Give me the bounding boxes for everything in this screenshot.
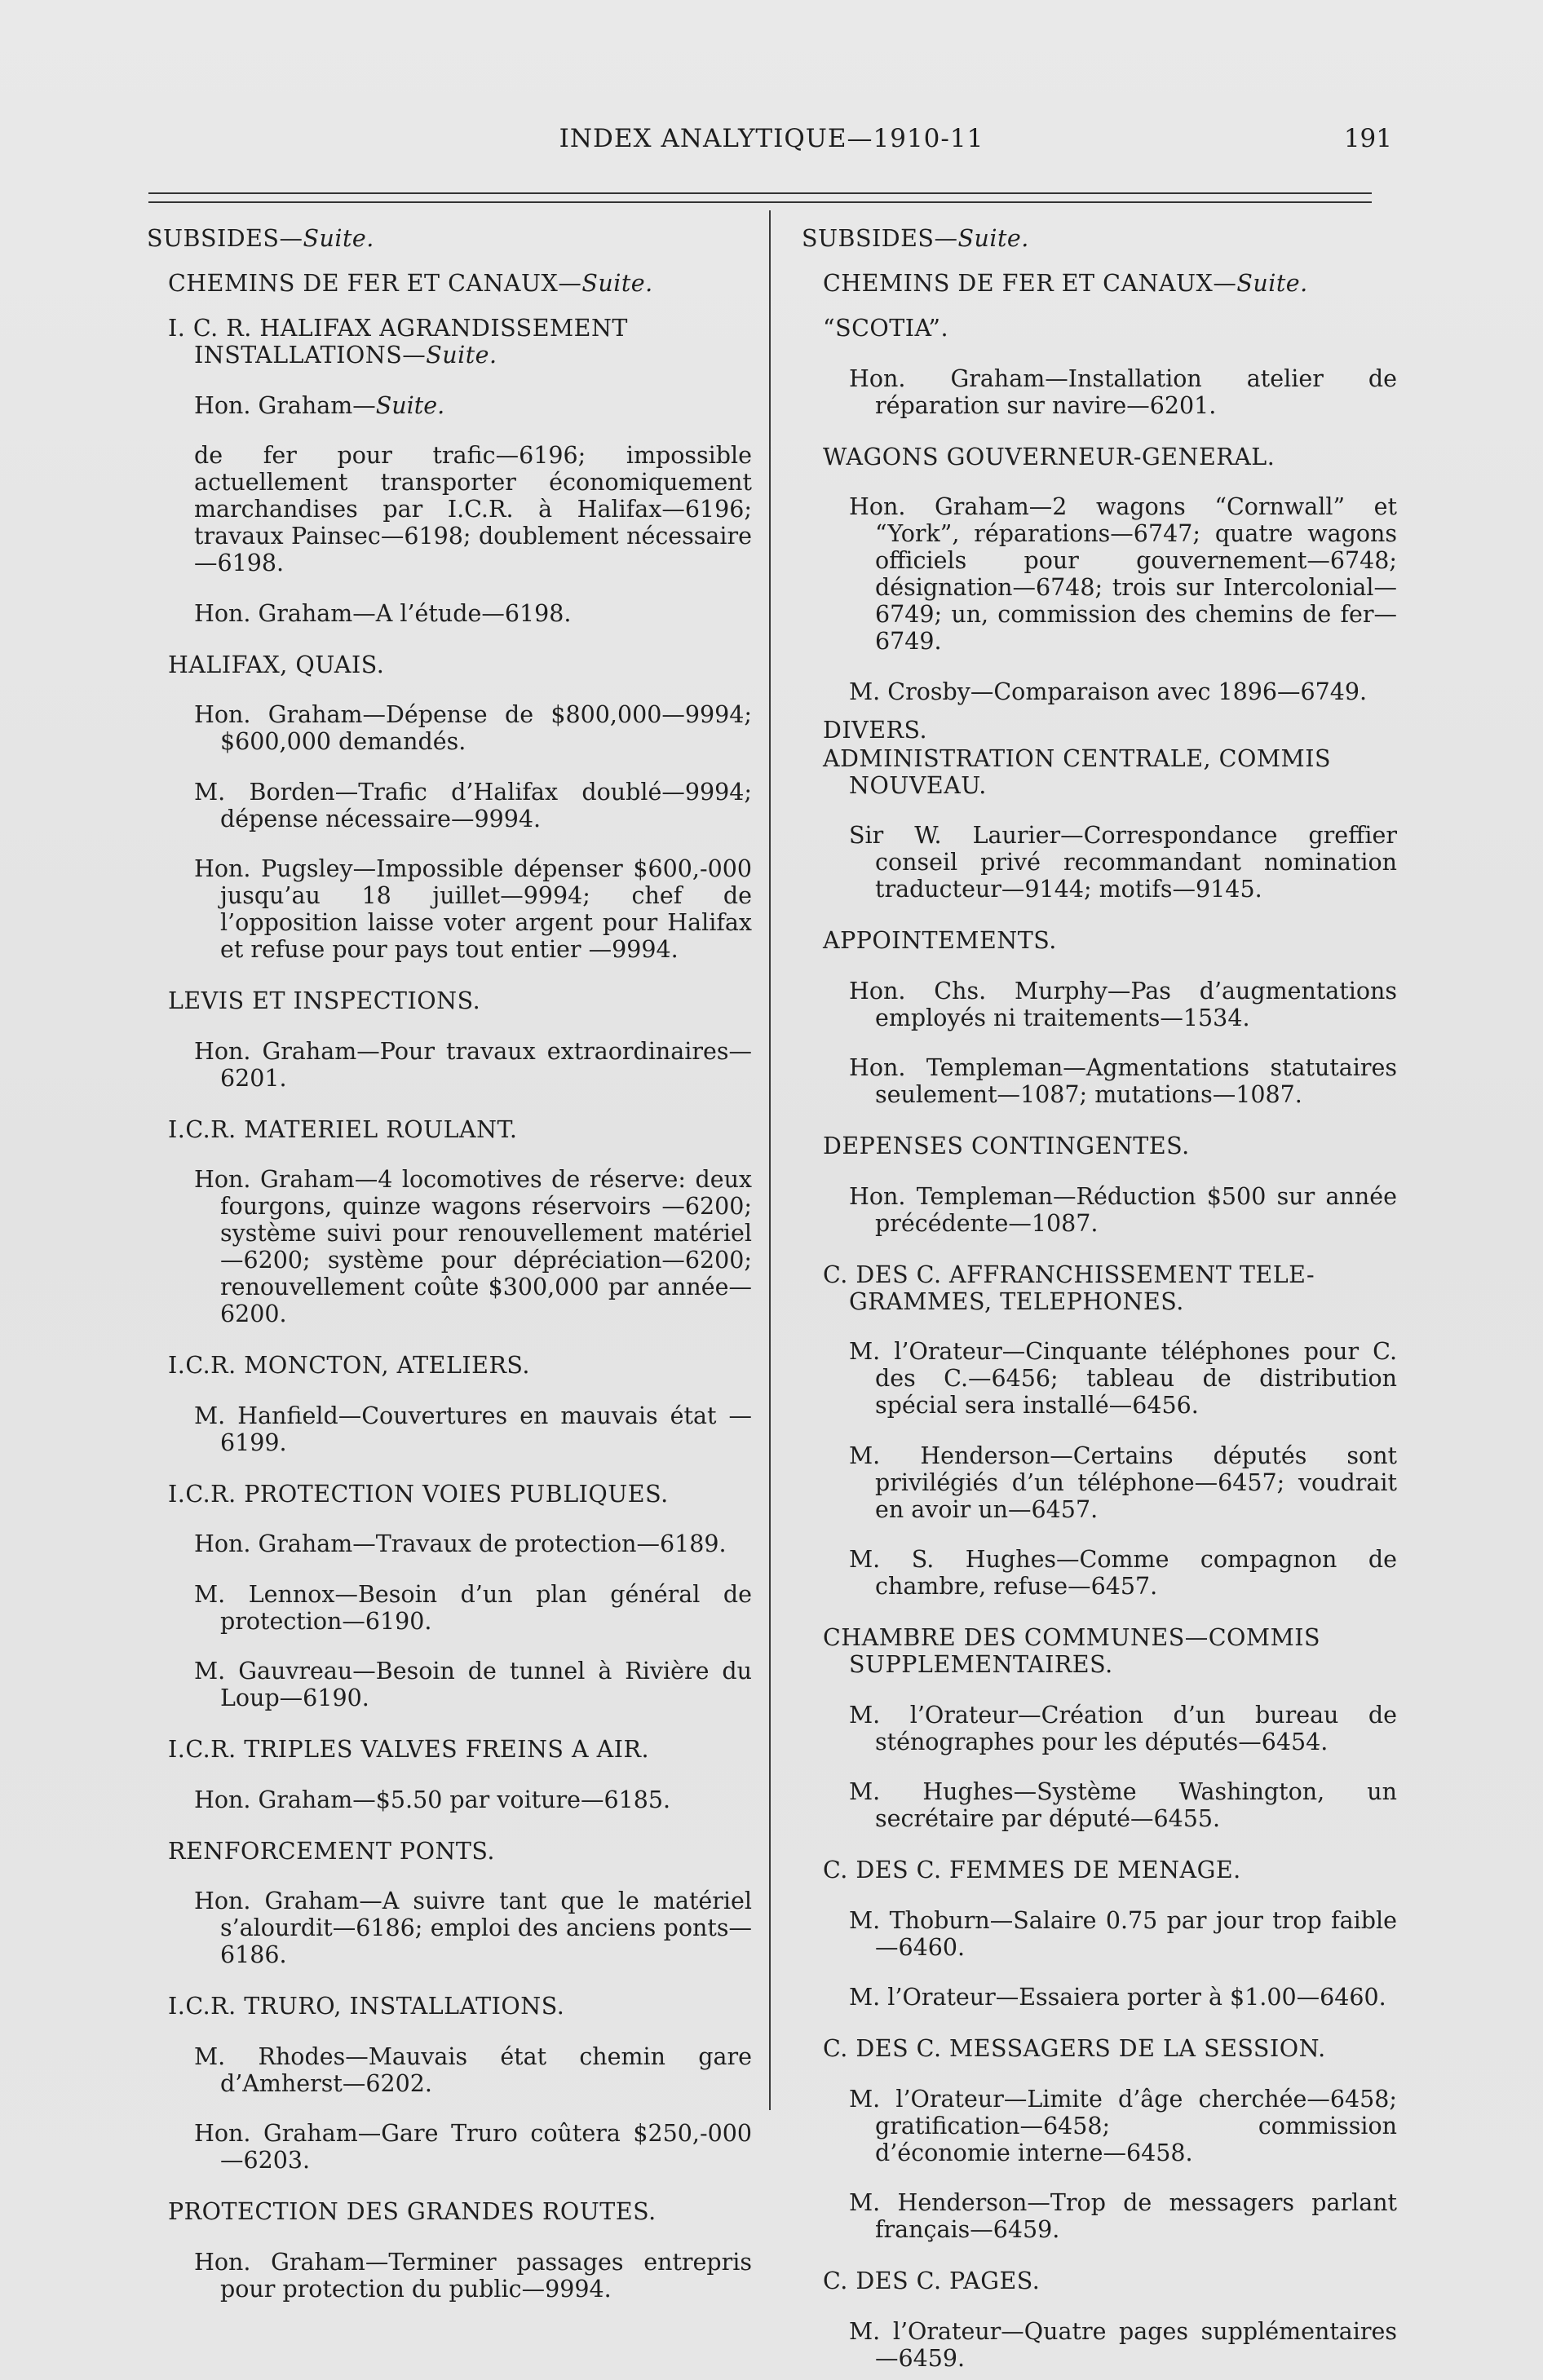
index-section [802,1133,1397,1237]
section-heading: RENFORCEMENT PONTS. [168,1837,495,1865]
index-entry: Sir W. Laurier—Correspondance greffier conseil privé recommandant nomination traducteur—9144; motifs—9145. [849,822,1397,903]
index-section [147,1838,752,1969]
index-section [147,1116,752,1328]
right-running-heading: SUBSIDES—Suite. [802,225,1029,252]
page-number: 191 [1343,124,1392,153]
index-entry: Hon. Graham—Gare Truro coûtera $250,-000—6203. [194,2120,752,2174]
index-entry: Hon. Graham—Terminer passages entrepris pour protection du public—9994. [194,2248,752,2303]
index-entry: M. l’Orateur—Création d’un bureau de sténographes pour les députés—6454. [849,1701,1397,1755]
index-entry: Hon. Graham—Travaux de protection—6189. [194,1530,727,1557]
index-entry: Hon. Graham—Suite. [194,391,445,419]
header-double-rule [148,192,1372,203]
index-entry-continuation: de fer pour trafic—6196; impossible actuellement transporter économiquement marchandises par I.C.R. à Halifax—6196; travaux Painsec—6198; doublement nécessaire—6198. [194,442,752,576]
section-heading: I.C.R. MATERIEL ROULANT. [168,1115,518,1143]
index-entry: M. Lennox—Besoin d’un plan général de protection—6190. [194,1580,752,1635]
index-section [802,2035,1397,2243]
index-section [802,717,1397,744]
index-section [802,1261,1397,1601]
index-section [802,2267,1397,2372]
right-column [802,225,1397,2380]
left-running-heading: SUBSIDES—Suite. [147,225,374,252]
section-heading: C. DES C. PAGES. [823,2267,1041,2294]
index-entry: M. l’Orateur—Quatre pages supplémentaires—6459. [849,2317,1397,2372]
section-heading: I.C.R. PROTECTION VOIES PUBLIQUES. [168,1480,669,1508]
index-entry: M. Gauvreau—Besoin de tunnel à Rivière du Loup—6190. [194,1658,752,1711]
left-sub-running-heading: CHEMINS DE FER ET CANAUX—Suite. [168,270,653,297]
index-section [147,1352,752,1456]
index-entry: M. Henderson—Trop de messagers parlant français—6459. [849,2189,1397,2243]
section-heading: C. DES C. MESSAGERS DE LA SESSION. [823,2035,1326,2062]
index-entry: Hon. Graham—Installation atelier de réparation sur navire—6201. [849,364,1397,419]
section-heading: DIVERS. [823,716,928,744]
section-heading: WAGONS GOUVERNEUR-GENERAL. [823,443,1276,470]
section-heading: LEVIS ET INSPECTIONS. [168,987,481,1014]
index-entry: M. Hughes—Système Washington, un secrétaire par député—6455. [849,1778,1397,1832]
section-heading: DEPENSES CONTINGENTES. [823,1133,1190,1159]
index-entry: M. l’Orateur—Essaiera porter à $1.00—6460. [849,1984,1386,2011]
index-entry: M. Henderson—Certains députés sont privilégiés d’un téléphone—6457; voudrait en avoir un—6457. [849,1442,1397,1523]
index-section [147,1481,752,1712]
running-head [0,124,1543,165]
index-entry: Hon. Graham—2 wagons “Cornwall” et “York”, réparations—6747; quatre wagons officiels pour gouvernement—6748; désignation—6748; trois sur Intercolonial—6749; un, commission des chemins de fer—6749. [849,493,1397,655]
index-section [147,651,752,964]
index-section [802,927,1397,1108]
index-section [147,1993,752,2174]
index-section [147,1736,752,1813]
section-heading: APPOINTEMENTS. [823,927,1057,954]
index-entry: Hon. Pugsley—Impossible dépenser $600,-000 jusqu’au 18 juillet—9994; chef de l’opposition laisse voter argent pour Halifax et refuse pour pays tout entier —9994. [194,855,752,963]
section-heading: C. DES C. AFFRANCHISSEMENT TELE- GRAMMES, TELEPHONES. [823,1261,1315,1315]
index-entry: M. S. Hughes—Comme compagnon de chambre, refuse—6457. [849,1546,1397,1600]
left-column [147,225,752,2311]
section-heading: ADMINISTRATION CENTRALE, COMMIS NOUVEAU. [823,744,1331,799]
index-entry: M. l’Orateur—Limite d’âge cherchée—6458; gratification—6458; commission d’économie interne—6458. [849,2085,1397,2166]
index-entry: M. Rhodes—Mauvais état chemin gare d’Amherst—6202. [194,2042,752,2097]
index-entry: M. Borden—Trafic d’Halifax doublé—9994; dépense nécessaire—9994. [194,778,752,832]
section-heading: I.C.R. TRURO, INSTALLATIONS. [168,1993,565,2020]
index-entry: Hon. Templeman—Réduction $500 sur année précédente—1087. [849,1182,1397,1237]
index-entry: Hon. Graham—Pour travaux extraordinaires—6201. [194,1037,752,1092]
section-heading: PROTECTION DES GRANDES ROUTES. [168,2198,657,2225]
running-title: INDEX ANALYTIQUE—1910-11 [559,124,984,153]
section-heading: “SCOTIA”. [823,315,949,342]
section-heading: C. DES C. FEMMES DE MENAGE. [823,1857,1241,1883]
index-section [802,1857,1397,2011]
index-entry: Hon. Templeman—Agmentations statutaires seulement—1087; mutations—1087. [849,1054,1397,1108]
index-entry: Hon. Chs. Murphy—Pas d’augmentations employés ni traitements—1534. [849,977,1397,1031]
section-heading: CHAMBRE DES COMMUNES—COMMIS SUPPLEMENTAIRES. [823,1624,1321,1678]
index-entry: M. Crosby—Comparaison avec 1896—6749. [849,678,1368,705]
index-entry: Hon. Graham—A suivre tant que le matériel s’alourdit—6186; emploi des anciens ponts—6186. [194,1888,752,1968]
index-entry: Hon. Graham—$5.50 par voiture—6185. [194,1786,671,1813]
section-heading: I.C.R. TRIPLES VALVES FREINS A AIR. [168,1736,650,1763]
index-section [802,315,1397,419]
section-heading: I. C. R. HALIFAX AGRANDISSEMENT INSTALLATIONS—Suite. [168,315,628,369]
index-entry: M. l’Orateur—Cinquante téléphones pour C. des C.—6456; tableau de distribution spécial sera installé—6456. [849,1338,1397,1419]
index-section [802,1624,1397,1832]
index-section [802,444,1397,705]
index-section [147,315,752,627]
section-heading: I.C.R. MONCTON, ATELIERS. [168,1352,530,1379]
index-entry: Hon. Graham—4 locomotives de réserve: deux fourgons, quinze wagons réservoirs —6200; système suivi pour renouvellement matériel—6200; système pour dépréciation—6200; renouvellement coûte $300,000 par année—6200. [194,1166,752,1327]
index-entry: M. Hanfield—Couvertures en mauvais état —6199. [194,1402,752,1456]
index-entry: M. Thoburn—Salaire 0.75 par jour trop faible—6460. [849,1906,1397,1961]
index-section [802,745,1397,903]
right-sub-running-heading: CHEMINS DE FER ET CANAUX—Suite. [823,270,1308,297]
section-heading: HALIFAX, QUAIS. [168,651,385,678]
index-section [147,987,752,1092]
index-section [147,2198,752,2303]
index-entry: Hon. Graham—A l’étude—6198. [194,599,572,627]
column-divider [769,210,771,2110]
index-entry: Hon. Graham—Dépense de $800,000—9994; $600,000 demandés. [194,701,752,755]
